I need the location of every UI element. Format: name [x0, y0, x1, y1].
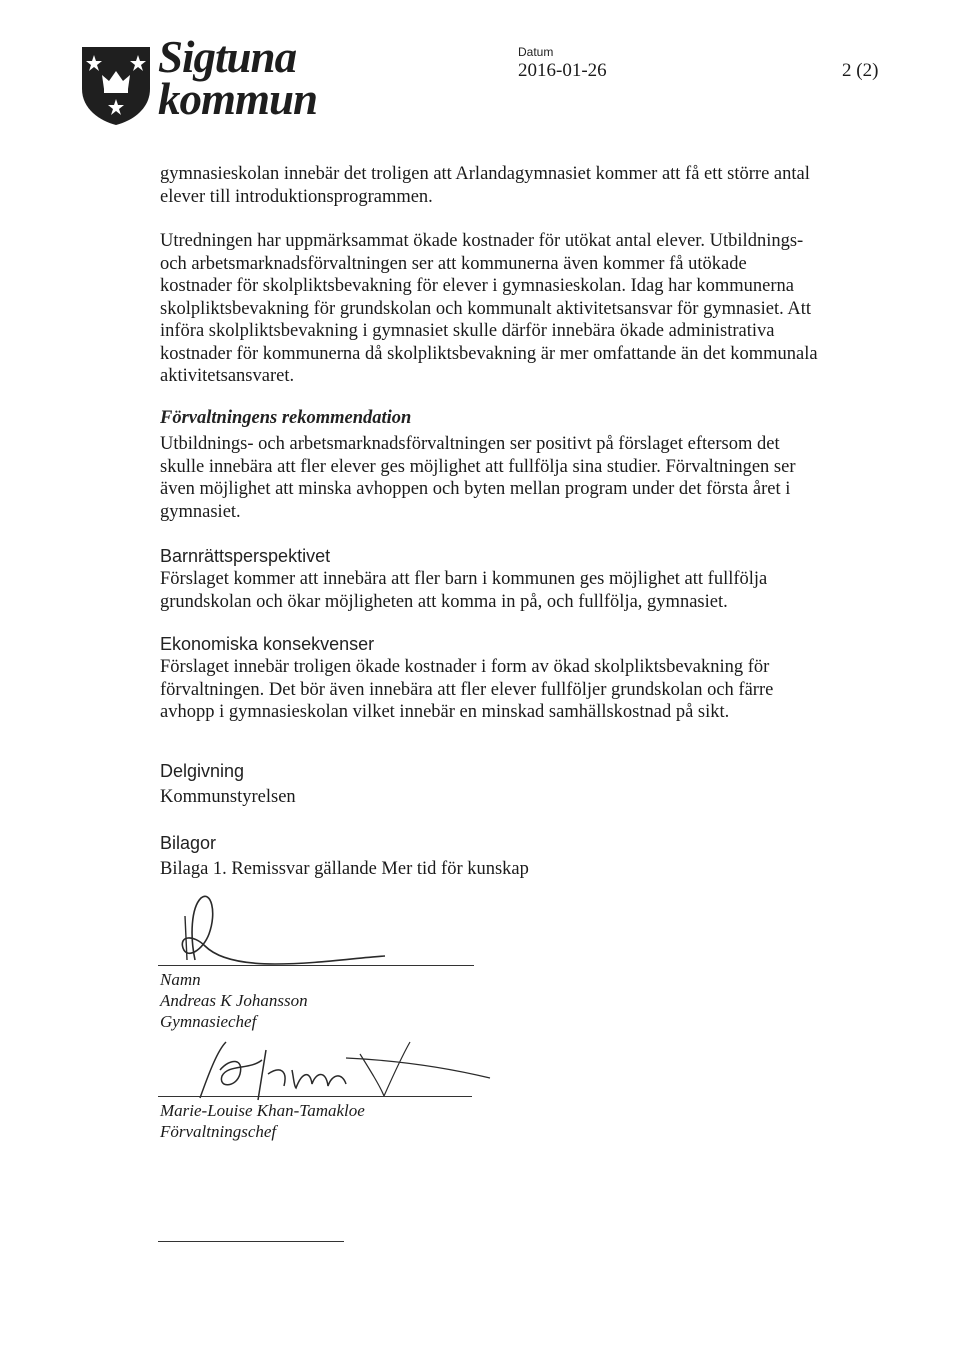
signer-title-2: Förvaltningschef: [160, 1122, 277, 1141]
paragraph-costs: Utredningen har uppmärksammat ökade kostnader för utökat antal elever. Utbildnings- och arbetsmarknadsförvaltningen ser att kommunerna även kommer få utökade kostnader för skolpliktsbevakning för elever i gymnasieskolan. Idag har kommunerna skolpliktsbevakning för grundskolan och kommunalt aktivitetsansvar för gymnasiet. Att införa skolpliktsbevakning i gymnasiet skulle därför innebära ökade administrativa kostnader för kommunerna då skolpliktsbevakning är mer omfattande än det kommunala aktivitetsansvaret.: [160, 231, 818, 386]
heading-recommendation: Förvaltningens rekommendation: [160, 408, 412, 428]
signer-name-2: Marie-Louise Khan-Tamakloe: [160, 1101, 365, 1120]
page-number: 2 (2): [842, 60, 879, 81]
signature-andreas-johansson: [165, 888, 395, 970]
signature-block-2: [160, 1100, 365, 1142]
signature-line-1: [158, 965, 474, 966]
logo-line-2: kommun: [158, 74, 318, 124]
footnote-rule: [158, 1241, 344, 1242]
heading-distribution: Delgivning: [160, 761, 245, 781]
logo-line-1: Sigtuna: [158, 32, 297, 82]
distribution-recipient: Kommunstyrelsen: [160, 787, 296, 807]
heading-attachments: Bilagor: [160, 833, 217, 853]
date-label: Datum: [518, 45, 554, 59]
attachment-item: Bilaga 1. Remissvar gällande Mer tid för kunskap: [160, 859, 529, 879]
heading-child-rights: Barnrättsperspektivet: [160, 546, 331, 566]
paragraph-child-rights: Förslaget kommer att innebära att fler barn i kommunen ges möjlighet att fullfölja grundskolan och ökar möjligheten att komma in på, och fullfölja, gymnasiet.: [160, 569, 768, 612]
paragraph-intro: gymnasieskolan innebär det troligen att Arlandagymnasiet kommer att få ett större antal elever till introduktionsprogrammen.: [160, 164, 810, 207]
paragraph-economics: Förslaget innebär troligen ökade kostnader i form av ökad skolpliktsbevakning för förvaltningen. Det bör även innebära att fler elever fullföljer grundskolan och färre avhopp i gymnasieskolan vilket innebär en minskad samhällskostnad på sikt.: [160, 657, 774, 722]
signer-name-1: Andreas K Johansson: [160, 991, 308, 1010]
signature-block-1: [160, 969, 308, 1032]
municipality-crest-logo: [80, 45, 152, 127]
date-value: 2016-01-26: [518, 60, 607, 81]
signature-marie-louise-khan-tamakloe: [170, 1030, 500, 1110]
heading-economics: Ekonomiska konsekvenser: [160, 634, 375, 654]
signature-line-2: [158, 1096, 472, 1097]
paragraph-recommendation: Utbildnings- och arbetsmarknadsförvaltningen ser positivt på förslaget eftersom det skulle innebära att fler elever ges möjlighet att fullfölja sina studier. Förvaltningen ser även möjlighet att minska avhoppen och byten mellan program under det första året i gymnasiet.: [160, 434, 796, 522]
signer-title-1: Gymnasiechef: [160, 1012, 257, 1031]
name-label: Namn: [160, 970, 201, 989]
municipality-wordmark: [158, 32, 318, 124]
